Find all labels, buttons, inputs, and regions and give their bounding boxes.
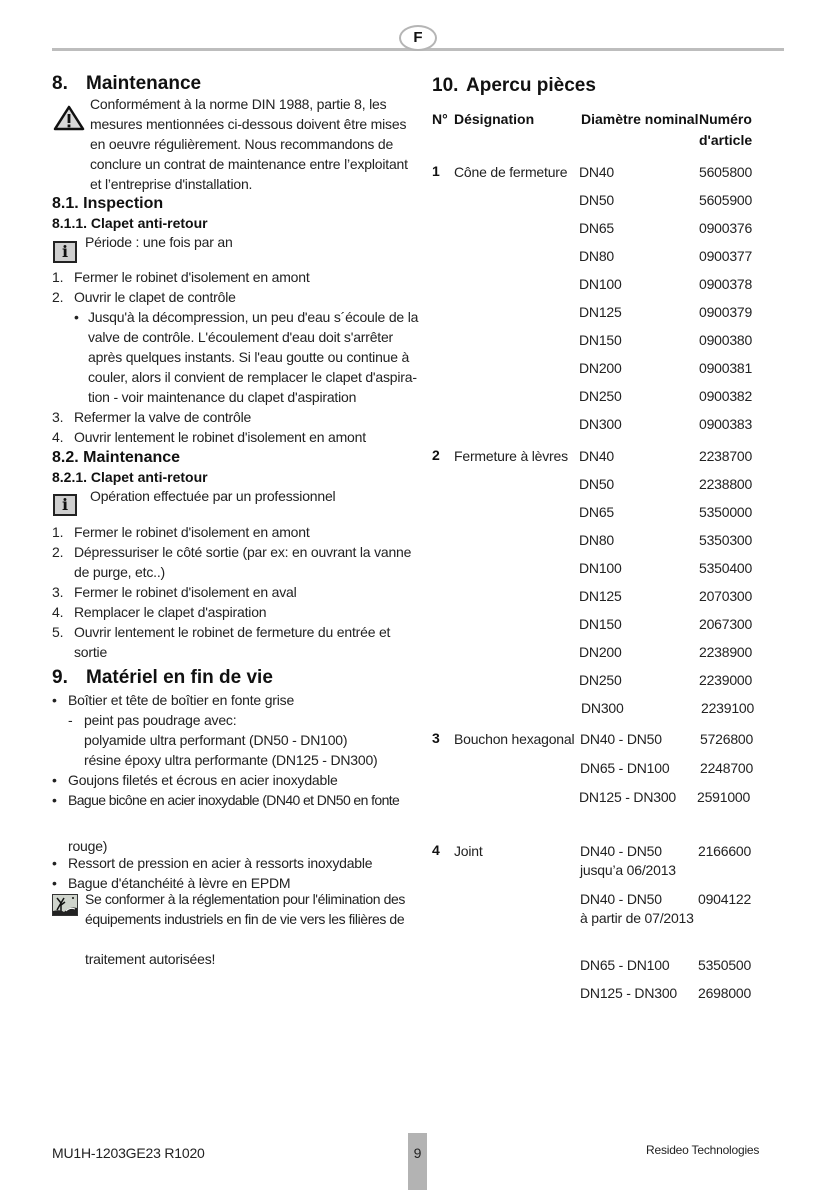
table-row xyxy=(579,303,752,331)
info-text: Période : une fois par an xyxy=(85,234,233,250)
table-row xyxy=(579,615,754,643)
section-number: 9. xyxy=(52,667,68,688)
list-item xyxy=(52,562,411,582)
dash: - xyxy=(68,712,73,728)
table-row xyxy=(579,671,754,699)
article-cell: 2248700 xyxy=(700,760,754,776)
article-cell: 2166600 xyxy=(698,843,752,859)
item-text: Bague bicône en acier inoxydable (DN40 et DN50 en fonte xyxy=(68,792,400,808)
article-cell: 5605800 xyxy=(699,164,753,180)
list-item xyxy=(52,267,418,287)
item-number: 1. xyxy=(52,524,64,540)
table-row xyxy=(580,956,751,984)
diameter-cell: DN150 xyxy=(579,332,622,348)
col-header-diameter: Diamètre nominal xyxy=(581,111,699,127)
article-cell: 0904122 xyxy=(698,891,752,907)
diameter-cell: DN40 - DN50 xyxy=(580,731,662,747)
item-text: Ouvrir le clapet de contrôle xyxy=(74,289,236,305)
table-row xyxy=(579,559,754,587)
section-8-2-heading: 8.2. Maintenance xyxy=(52,449,181,466)
article-cell: 2238800 xyxy=(699,476,753,492)
section-title: Apercu pièces xyxy=(466,75,596,96)
item-text: peint pas poudrage avec: xyxy=(84,712,237,728)
table-row xyxy=(580,730,753,759)
item-number: 3. xyxy=(52,584,64,600)
item-text: de purge, etc..) xyxy=(74,564,165,580)
text-line: traitement autorisées! xyxy=(85,951,216,967)
table-row xyxy=(580,842,751,860)
part-name: Fermeture à lèvres xyxy=(454,448,568,464)
bullet-item xyxy=(52,307,418,327)
diameter-cell: DN65 xyxy=(579,504,614,520)
table-row xyxy=(579,219,752,247)
text-line: polyamide ultra performant (DN50 - DN100) xyxy=(84,732,348,748)
article-cell: 5350000 xyxy=(699,504,753,520)
bullet: • xyxy=(74,309,79,325)
text-line: après quelques instants. Si l'eau goutte ou continue à xyxy=(88,349,410,365)
diameter-cell: DN40 - DN50 xyxy=(580,891,662,907)
diameter-cell: DN40 xyxy=(579,164,614,180)
section-number: 10. xyxy=(432,75,459,96)
item-text: sortie xyxy=(74,644,108,660)
col-header-article xyxy=(699,109,752,151)
list-item xyxy=(52,602,411,622)
part-number: 4 xyxy=(432,842,440,858)
article-cell: 0900380 xyxy=(699,332,753,348)
bullet: • xyxy=(52,772,57,788)
bullet: • xyxy=(52,855,57,871)
company-name: Resideo Technologies xyxy=(646,1143,760,1157)
list-item xyxy=(52,407,418,427)
item-number: 1. xyxy=(52,269,64,285)
part-number: 3 xyxy=(432,730,440,746)
page-number: 9 xyxy=(408,1133,427,1190)
article-cell: 5350300 xyxy=(699,532,753,548)
bullet-item xyxy=(52,770,399,790)
info-text: Opération effectuée par un professionnel xyxy=(90,488,336,504)
table-row xyxy=(579,503,754,531)
diameter-cell: DN200 xyxy=(579,360,622,376)
item-number: 2. xyxy=(52,544,64,560)
end-of-life-list-2 xyxy=(52,853,372,893)
item-text: Ouvrir lentement le robinet de fermeture du entrée et xyxy=(74,624,391,640)
warning-icon xyxy=(53,105,85,136)
diameter-cell: DN50 xyxy=(579,476,614,492)
header-line: Numéro xyxy=(699,111,752,127)
table-row xyxy=(579,331,752,359)
diameter-cell: DN40 - DN50 xyxy=(580,843,662,859)
article-cell: 0900383 xyxy=(699,416,753,432)
diameter-cell: DN80 xyxy=(579,532,614,548)
article-cell: 2238900 xyxy=(699,644,753,660)
diameter-cell: DN125 xyxy=(579,304,622,320)
bullet-item xyxy=(52,690,399,710)
bullet: • xyxy=(52,792,57,808)
diameter-cell: DN40 xyxy=(579,448,614,464)
text-line: Jusqu'à la décompression, un peu d'eau s´écoule de la xyxy=(88,309,419,325)
section-8-2-1-heading: 8.2.1. Clapet anti-retour xyxy=(52,469,208,485)
table-row xyxy=(579,415,752,443)
diameter-cell: DN125 - DN300 xyxy=(579,789,676,805)
part-name: Bouchon hexagonal xyxy=(454,731,575,747)
warning-text xyxy=(90,94,420,194)
item-text: Bague d'étanchéité à lèvre en EPDM xyxy=(68,875,291,891)
diameter-cell: DN250 xyxy=(579,672,622,688)
table-row xyxy=(579,387,752,415)
article-cell: 0900379 xyxy=(699,304,753,320)
diameter-cell: DN125 xyxy=(579,588,622,604)
item-text: Dépressuriser le côté sortie (par ex: en ouvrant la vanne xyxy=(74,544,412,560)
text-line: résine époxy ultra performante (DN125 - DN300) xyxy=(84,752,378,768)
list-item xyxy=(52,642,411,662)
item-text: Fermer le robinet d'isolement en aval xyxy=(74,584,297,600)
item-number: 4. xyxy=(52,429,64,445)
section-10-heading xyxy=(432,75,596,97)
item-text: Goujons filetés et écrous en acier inoxydable xyxy=(68,772,338,788)
diameter-cell: DN300 xyxy=(581,700,624,716)
col-header-designation: Désignation xyxy=(454,111,535,127)
part-number: 2 xyxy=(432,447,440,463)
item-text: Ouvrir lentement le robinet d'isolement en amont xyxy=(74,429,366,445)
diameter-cell: DN150 xyxy=(579,616,622,632)
diameter-cell: DN50 xyxy=(579,192,614,208)
bullet: • xyxy=(52,692,57,708)
article-cell: 0900382 xyxy=(699,388,753,404)
parts-group-4 xyxy=(580,842,751,1012)
list-item xyxy=(52,522,411,542)
part-name: Joint xyxy=(454,843,483,859)
document-code: MU1H-1203GE23 R1020 xyxy=(52,1145,205,1161)
table-row xyxy=(579,247,752,275)
article-cell: 2698000 xyxy=(698,985,752,1001)
col-header-no: N° xyxy=(432,111,448,127)
article-cell: 0900376 xyxy=(699,220,753,236)
table-row xyxy=(579,447,754,475)
environment-disposal-icon xyxy=(52,894,78,921)
inspection-steps xyxy=(52,267,418,447)
text-line: équipements industriels en fin de vie vers les filières de xyxy=(85,911,405,927)
table-row xyxy=(579,475,754,503)
text-line: en oeuvre régulièrement. Nous recommandons de xyxy=(90,136,394,152)
text-line: tion - voir maintenance du clapet d'aspiration xyxy=(88,389,357,405)
table-row xyxy=(579,699,754,727)
article-cell: 0900378 xyxy=(699,276,753,292)
table-row xyxy=(580,759,753,788)
table-row xyxy=(580,890,751,908)
text-line: et l’entreprise d'installation. xyxy=(90,176,253,192)
bullet: • xyxy=(52,875,57,891)
diameter-cell: DN80 xyxy=(579,248,614,264)
item-text: Fermer le robinet d'isolement en amont xyxy=(74,524,310,540)
item-number: 5. xyxy=(52,624,64,640)
article-cell: 5605900 xyxy=(699,192,753,208)
table-row xyxy=(579,275,752,303)
info-icon: i xyxy=(53,494,77,516)
article-cell: 2239000 xyxy=(699,672,753,688)
item-text: Remplacer le clapet d'aspiration xyxy=(74,604,267,620)
list-item xyxy=(52,427,418,447)
table-row xyxy=(579,191,752,219)
table-row xyxy=(579,643,754,671)
item-number: 2. xyxy=(52,289,64,305)
dash-item xyxy=(52,710,399,730)
list-item xyxy=(52,582,411,602)
bullet-item xyxy=(52,853,372,873)
article-cell: 2239100 xyxy=(701,700,755,716)
diameter-cell: DN200 xyxy=(579,644,622,660)
item-number: 4. xyxy=(52,604,64,620)
text-line: conclure un contrat de maintenance entre l’exploitant xyxy=(90,156,408,172)
section-number: 8. xyxy=(52,73,68,94)
section-8-heading xyxy=(52,73,201,95)
validity-note: jusqu’a 06/2013 xyxy=(580,862,676,878)
text-line: couler, alors il convient de remplacer le clapet d'aspira- xyxy=(88,369,417,385)
table-row xyxy=(580,984,751,1012)
list-item xyxy=(52,542,411,562)
bullet-item xyxy=(52,790,399,810)
item-text: Refermer la valve de contrôle xyxy=(74,409,252,425)
item-text: Fermer le robinet d'isolement en amont xyxy=(74,269,310,285)
list-item xyxy=(52,622,411,642)
article-cell: 0900377 xyxy=(699,248,753,264)
item-text: Ressort de pression en acier à ressorts inoxydable xyxy=(68,855,373,871)
article-cell: 5726800 xyxy=(700,731,754,747)
article-cell: 2591000 xyxy=(697,789,751,805)
parts-group-2 xyxy=(579,447,754,727)
table-row xyxy=(579,163,752,191)
info-icon: i xyxy=(53,241,77,263)
text-line: valve de contrôle. L'écoulement d'eau doit s'arrêter xyxy=(88,329,394,345)
list-item xyxy=(52,287,418,307)
table-row xyxy=(579,788,753,817)
table-row xyxy=(579,587,754,615)
diameter-cell: DN65 xyxy=(579,220,614,236)
diameter-cell: DN100 xyxy=(579,560,622,576)
diameter-cell: DN100 xyxy=(579,276,622,292)
text-line: rouge) xyxy=(68,838,108,854)
table-row xyxy=(579,531,754,559)
item-text: Boîtier et tête de boîtier en fonte grise xyxy=(68,692,295,708)
disposal-text xyxy=(85,889,420,929)
diameter-cell: DN125 - DN300 xyxy=(580,985,677,1001)
article-cell: 2067300 xyxy=(699,616,753,632)
article-cell: 5350500 xyxy=(698,957,752,973)
section-title: Maintenance xyxy=(86,73,202,94)
diameter-cell: DN300 xyxy=(579,416,622,432)
text-line: Conformément à la norme DIN 1988, partie 8, les xyxy=(90,96,387,112)
diameter-cell: DN65 - DN100 xyxy=(580,760,670,776)
part-name: Cône de fermeture xyxy=(454,164,568,180)
diameter-cell: DN65 - DN100 xyxy=(580,957,670,973)
table-row xyxy=(579,359,752,387)
section-8-1-heading: 8.1. Inspection xyxy=(52,195,164,212)
text-line: mesures mentionnées ci-dessous doivent être mises xyxy=(90,116,407,132)
article-cell: 2238700 xyxy=(699,448,753,464)
article-cell: 2070300 xyxy=(699,588,753,604)
text-line: Se conformer à la réglementation pour l'élimination des xyxy=(85,891,405,907)
validity-note: à partir de 07/2013 xyxy=(580,910,694,926)
part-number: 1 xyxy=(432,163,440,179)
parts-group-3 xyxy=(580,730,753,817)
language-badge: F xyxy=(399,25,437,51)
maintenance-steps xyxy=(52,522,411,662)
section-9-heading xyxy=(52,667,273,689)
item-number: 3. xyxy=(52,409,64,425)
diameter-cell: DN250 xyxy=(579,388,622,404)
section-8-1-1-heading: 8.1.1. Clapet anti-retour xyxy=(52,215,208,231)
article-cell: 5350400 xyxy=(699,560,753,576)
section-title: Matériel en fin de vie xyxy=(86,667,273,688)
header-line: d'article xyxy=(699,132,753,148)
article-cell: 0900381 xyxy=(699,360,753,376)
parts-group-1 xyxy=(579,163,752,443)
end-of-life-list xyxy=(52,690,399,810)
